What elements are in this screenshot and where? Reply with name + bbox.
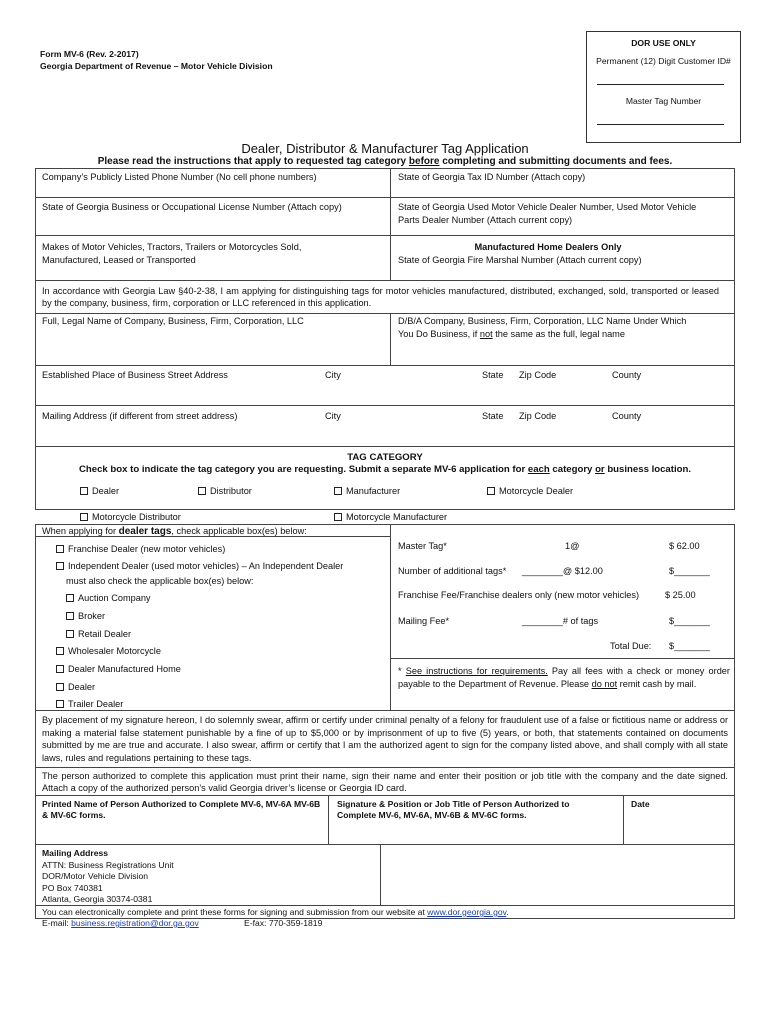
retail-dealer-checkbox[interactable]: Retail Dealer — [66, 629, 131, 639]
franchise-fee-label: Franchise Fee/Franchise dealers only (new motor vehicles) — [398, 590, 640, 600]
tag-category-instructions: Check box to indicate the tag category you are requesting. Submit a separate MV-6 application for each category or business location. — [78, 464, 692, 475]
total-due-amount[interactable]: $_______ — [669, 641, 710, 651]
mailing-fee-label: Mailing Fee* — [398, 616, 450, 626]
tag-category-title: TAG CATEGORY — [347, 452, 423, 463]
makes-sold-field[interactable]: Makes of Motor Vehicles, Tractors, Trailers or Motorcycles Sold, Manufactured, Leased or Transported — [42, 242, 302, 265]
additional-tags-input[interactable]: ________@ $12.00 — [522, 566, 603, 576]
dba-field[interactable]: D/B/A Company, Business, Firm, Corporation, LLC Name Under Which You Do Business, if not the same as the full, legal name — [398, 316, 687, 339]
legal-name-field[interactable]: Full, Legal Name of Company, Business, Firm, Corporation, LLC — [42, 316, 304, 326]
state-field[interactable]: State — [482, 370, 504, 380]
oath-statement: By placement of my signature hereon, I do solemnly swear, affirm or certify under criminal penalty of a felony for fraudulent use of a false or fictitious name or address or making a material false statement punishable by a fine of up to $5,000 or by imprisonment of up to five (5) years, or both, that statements contained on documents submitted by me are true and accurate. I also swear, affirm or certify that I am the authorized agent to sign for the company listed above, and shall comply with all state laws, rules and regulations pertaining to these tags. — [42, 715, 728, 763]
email-line: E-mail: business.registration@dor.ga.gov — [42, 918, 199, 928]
zip-field[interactable]: Zip Code — [519, 370, 557, 380]
dor-box-title: DOR USE ONLY — [631, 38, 696, 48]
dor-use-only-box — [586, 31, 741, 143]
website-link[interactable]: www.dor.georgia.gov — [427, 907, 507, 917]
independent-dealer-checkbox[interactable]: Independent Dealer (used motor vehicles) – An Independent Dealer — [56, 561, 343, 571]
mailing-state-field[interactable]: State — [482, 411, 504, 421]
mailing-city-field[interactable]: City — [325, 411, 341, 421]
independent-dealer-note: must also check the applicable box(es) below: — [66, 576, 254, 586]
fire-marshal-field[interactable]: Manufactured Home Dealers Only State of Georgia Fire Marshal Number (Attach current copy) — [398, 242, 698, 265]
master-tag-number-label: Master Tag Number — [625, 96, 702, 106]
dealer-checkbox[interactable]: Dealer — [56, 682, 95, 692]
total-due-label: Total Due: — [610, 641, 652, 651]
phone-field[interactable]: Company’s Publicly Listed Phone Number (No cell phone numbers) — [42, 172, 317, 182]
street-address-field[interactable]: Established Place of Business Street Address — [42, 370, 228, 380]
category-dealer-checkbox[interactable]: Dealer — [80, 486, 119, 496]
authorized-person-note: The person authorized to complete this application must print their name, sign their name and enter their position or job title with the company and the date signed. Attach a copy of the authorized person’s valid Georgia driver’s license or Georgia ID card. — [42, 771, 728, 793]
broker-checkbox[interactable]: Broker — [66, 611, 105, 621]
trailer-dealer-checkbox[interactable]: Trailer Dealer — [56, 699, 123, 709]
category-motorcycle-manufacturer-checkbox[interactable]: Motorcycle Manufacturer — [334, 512, 447, 522]
see-instructions-link[interactable]: See instructions for requirements. — [405, 666, 548, 676]
mailing-address-field[interactable]: Mailing Address (if different from street address) — [42, 411, 238, 421]
city-field[interactable]: City — [325, 370, 341, 380]
franchise-dealer-checkbox[interactable]: Franchise Dealer (new motor vehicles) — [56, 544, 225, 554]
mailing-address-block: Mailing Address ATTN: Business Registrations Unit DOR/Motor Vehicle Division PO Box 740381 Atlanta, Georgia 30374-0381 — [42, 848, 174, 904]
agency-name: Georgia Department of Revenue – Motor Vehicle Division — [40, 61, 273, 71]
tax-id-field[interactable]: State of Georgia Tax ID Number (Attach copy) — [398, 172, 586, 182]
printed-name-field[interactable]: Printed Name of Person Authorized to Complete MV-6, MV-6A MV-6B & MV-6C forms. — [42, 799, 321, 820]
auction-company-checkbox[interactable]: Auction Company — [66, 593, 151, 603]
category-manufacturer-checkbox[interactable]: Manufacturer — [334, 486, 400, 496]
county-field[interactable]: County — [612, 370, 642, 380]
form-id: Form MV-6 (Rev. 2-2017) — [40, 49, 139, 59]
mailing-fee-tags-input[interactable]: ________# of tags — [522, 616, 599, 626]
additional-tags-amount[interactable]: $_______ — [669, 566, 710, 576]
additional-tags-label: Number of additional tags* — [398, 566, 507, 576]
customer-id-label: Permanent (12) Digit Customer ID# — [596, 56, 731, 66]
wholesaler-motorcycle-checkbox[interactable]: Wholesaler Motorcycle — [56, 646, 161, 656]
website-note: You can electronically complete and print these forms for signing and submission from our website at www.dor.georgia.gov. — [42, 907, 509, 917]
email-link[interactable]: business.registration@dor.ga.gov — [71, 918, 199, 928]
master-tag-amount: $ 62.00 — [669, 541, 700, 551]
franchise-fee-amount: $ 25.00 — [665, 590, 696, 600]
used-dealer-number-field[interactable]: State of Georgia Used Motor Vehicle Dealer Number, Used Motor Vehicle Parts Dealer Number (Attach current copy) — [398, 202, 697, 225]
signature-field[interactable]: Signature & Position or Job Title of Person Authorized to Complete MV-6, MV-6A, MV-6B & MV-6C forms. — [337, 799, 570, 820]
category-motorcycle-distributor-checkbox[interactable]: Motorcycle Distributor — [80, 512, 181, 522]
instructions-note: Please read the instructions that apply to requested tag category before completing and submitting documents and fees. — [97, 156, 673, 167]
mailing-fee-amount[interactable]: $_______ — [669, 616, 710, 626]
manufactured-home-title: Manufactured Home Dealers Only — [474, 242, 622, 252]
date-field[interactable]: Date — [631, 799, 650, 809]
fees-note: * See instructions for requirements. Pay all fees with a check or money order payable to the Department of Revenue. Please do not remit cash by mail. — [398, 666, 730, 689]
mailing-address-title: Mailing Address — [42, 848, 109, 858]
dealer-tags-heading: When applying for dealer tags, check applicable box(es) below: — [42, 526, 307, 537]
category-distributor-checkbox[interactable]: Distributor — [198, 486, 252, 496]
customer-id-line[interactable] — [597, 84, 724, 85]
law-statement: In accordance with Georgia Law §40-2-38, I am applying for distinguishing tags for motor vehicles manufactured, distributed, exchanged, sold, transported or leased by the company, business, firm, corporation or LLC referenced in this application. — [42, 286, 719, 308]
mailing-county-field[interactable]: County — [612, 411, 642, 421]
business-license-field[interactable]: State of Georgia Business or Occupational License Number (Attach copy) — [42, 202, 342, 212]
page-title: Dealer, Distributor & Manufacturer Tag Application — [241, 141, 529, 156]
mailing-zip-field[interactable]: Zip Code — [519, 411, 557, 421]
dealer-manufactured-home-checkbox[interactable]: Dealer Manufactured Home — [56, 664, 181, 674]
master-tag-qty: 1@ — [565, 541, 580, 551]
master-tag-fee-label: Master Tag* — [398, 541, 447, 551]
master-tag-number-line[interactable] — [597, 124, 724, 125]
efax-line: E-fax: 770-359-1819 — [244, 918, 323, 928]
category-motorcycle-dealer-checkbox[interactable]: Motorcycle Dealer — [487, 486, 573, 496]
